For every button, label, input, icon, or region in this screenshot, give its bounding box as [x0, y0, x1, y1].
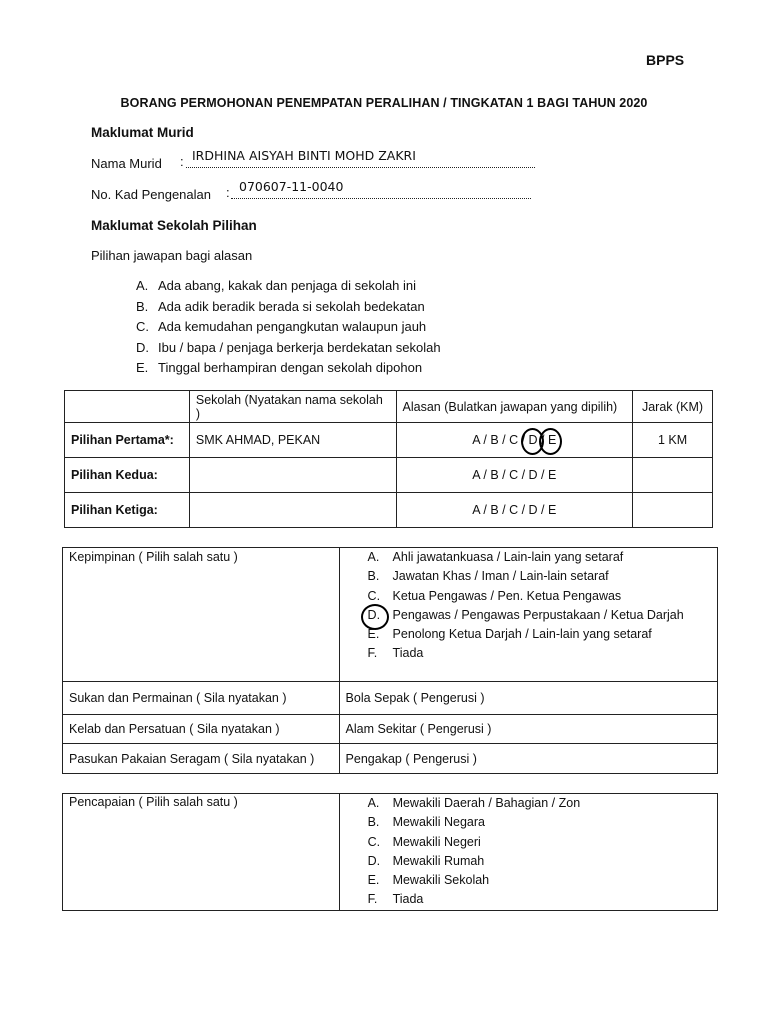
school-section-title: Maklumat Sekolah Pilihan	[91, 218, 257, 233]
choice-school[interactable]	[189, 493, 396, 528]
option-letter: C.	[367, 834, 381, 849]
table-header-cell: Alasan (Bulatkan jawapan yang dipilih)	[396, 391, 633, 423]
reason-item	[136, 338, 441, 359]
option-letter: E.	[367, 873, 380, 888]
activities-table	[62, 547, 718, 774]
table-header-row	[65, 391, 713, 423]
option-text: Mewakili Negeri	[392, 834, 481, 849]
choice-distance[interactable]	[633, 493, 713, 528]
achievement-option[interactable]	[368, 833, 711, 852]
table-row	[63, 794, 718, 911]
choice-reason[interactable]: A / B / C / D / E	[396, 458, 633, 493]
uniform-label: Pasukan Pakaian Seragam ( Sila nyatakan )	[63, 744, 340, 774]
table-row	[63, 744, 718, 774]
option-letter: D.	[367, 853, 381, 868]
achievement-option[interactable]	[368, 871, 711, 890]
reasons-intro: Pilihan jawapan bagi alasan	[91, 248, 253, 263]
option-text: Ahli jawatankuasa / Lain-lain yang setaraf	[392, 550, 624, 564]
leadership-option[interactable]	[368, 587, 711, 606]
form-code: BPPS	[646, 52, 685, 68]
choice-school[interactable]: SMK AHMAD, PEKAN	[189, 423, 396, 458]
choice-label: Pilihan Kedua:	[65, 458, 190, 493]
uniform-value[interactable]: Pengakap ( Pengerusi )	[339, 744, 717, 774]
reason-letter: D.	[136, 339, 149, 355]
sports-label: Sukan dan Permainan ( Sila nyatakan )	[63, 682, 340, 715]
reasons-list	[136, 276, 441, 379]
option-text: Tiada	[392, 892, 424, 907]
leadership-option[interactable]	[368, 644, 711, 663]
option-letter: C.	[367, 588, 381, 603]
option-text: Mewakili Sekolah	[392, 873, 490, 888]
table-row	[63, 715, 718, 744]
reason-text: Ada kemudahan pengangkutan walaupun jauh	[158, 319, 427, 334]
reason-text: Ada abang, kakak dan penjaga di sekolah ini	[158, 278, 417, 293]
reason-letter: A.	[136, 278, 149, 293]
table-header-cell: Sekolah (Nyatakan nama sekolah )	[189, 391, 396, 423]
achievement-options-cell[interactable]	[339, 794, 717, 911]
student-name-value: IRDHINA AISYAH BINTI MOHD ZAKRI	[192, 148, 416, 163]
achievement-option[interactable]	[368, 890, 711, 909]
leadership-option[interactable]	[368, 625, 711, 644]
table-row	[63, 682, 718, 715]
table-header-cell: Jarak (KM)	[633, 391, 713, 423]
reason-text: Ada adik beradik berada si sekolah bedekatan	[158, 298, 425, 314]
leadership-options-cell[interactable]	[339, 548, 717, 682]
choice-distance[interactable]	[633, 458, 713, 493]
option-text: Pengawas / Pengawas Perpustakaan / Ketua Darjah	[392, 607, 684, 622]
option-letter: B.	[367, 815, 380, 830]
school-choice-table	[64, 390, 713, 528]
choice-reason[interactable]: A / B / C / D / E	[396, 493, 633, 528]
club-value[interactable]: Alam Sekitar ( Pengerusi )	[339, 715, 717, 744]
leadership-option[interactable]	[368, 606, 711, 625]
choice-reason-cell[interactable]	[396, 423, 633, 458]
achievement-label: Pencapaian ( Pilih salah satu )	[63, 794, 340, 911]
sports-value[interactable]: Bola Sepak ( Pengerusi )	[339, 682, 717, 715]
circled-answer-e	[539, 428, 562, 455]
option-letter: A.	[367, 796, 380, 810]
student-ic-label: No. Kad Pengenalan	[91, 187, 211, 202]
student-ic-colon: :	[226, 185, 230, 200]
choice-reason: A / B / C / D / E	[472, 433, 557, 447]
leadership-options	[368, 548, 711, 664]
table-row	[65, 458, 713, 493]
reason-text: Tinggal berhampiran dengan sekolah dipohon	[158, 360, 423, 375]
option-text: Mewakili Daerah / Bahagian / Zon	[392, 796, 581, 810]
reason-item	[136, 317, 441, 338]
leadership-label: Kepimpinan ( Pilih salah satu )	[63, 548, 340, 682]
reason-item	[136, 358, 441, 379]
club-label: Kelab dan Persatuan ( Sila nyatakan )	[63, 715, 340, 744]
leadership-option[interactable]	[368, 548, 711, 567]
student-name-label: Nama Murid	[91, 156, 162, 171]
student-name-line	[186, 167, 535, 168]
option-letter: B.	[367, 569, 380, 584]
reason-item	[136, 297, 441, 318]
option-letter: F.	[367, 892, 378, 907]
achievement-table	[62, 793, 718, 911]
achievement-option[interactable]	[368, 852, 711, 871]
option-letter: F.	[367, 646, 378, 661]
student-ic-value: 070607-11-0040	[239, 179, 344, 194]
choice-label: Pilihan Ketiga:	[65, 493, 190, 528]
table-row	[65, 493, 713, 528]
student-section-title: Maklumat Murid	[91, 125, 194, 140]
choice-distance[interactable]: 1 KM	[633, 423, 713, 458]
leadership-option[interactable]	[368, 567, 711, 586]
option-text: Penolong Ketua Darjah / Lain-lain yang setaraf	[392, 627, 652, 642]
option-text: Tiada	[392, 646, 424, 661]
reason-letter: E.	[136, 360, 149, 375]
student-ic-line	[231, 198, 531, 199]
option-letter: D.	[367, 607, 381, 622]
option-text: Mewakili Negara	[392, 815, 485, 830]
option-letter: E.	[367, 627, 380, 642]
reason-item	[136, 276, 441, 297]
student-name-colon: :	[180, 154, 184, 169]
option-text: Jawatan Khas / Iman / Lain-lain setaraf	[392, 569, 609, 584]
table-row	[65, 423, 713, 458]
achievement-option[interactable]	[368, 794, 711, 813]
reason-letter: B.	[136, 298, 149, 314]
reason-letter: C.	[136, 319, 149, 334]
achievement-options	[368, 794, 711, 910]
choice-label: Pilihan Pertama*:	[65, 423, 190, 458]
option-letter: A.	[367, 550, 380, 564]
table-row	[63, 548, 718, 682]
form-title: BORANG PERMOHONAN PENEMPATAN PERALIHAN / TINGKATAN 1 BAGI TAHUN 2020	[120, 96, 648, 110]
option-text: Ketua Pengawas / Pen. Ketua Pengawas	[392, 588, 622, 603]
option-text: Mewakili Rumah	[392, 853, 485, 868]
reason-text: Ibu / bapa / penjaga berkerja berdekatan sekolah	[158, 339, 441, 355]
achievement-option[interactable]	[368, 813, 711, 832]
choice-school[interactable]	[189, 458, 396, 493]
table-header-cell	[65, 391, 190, 423]
